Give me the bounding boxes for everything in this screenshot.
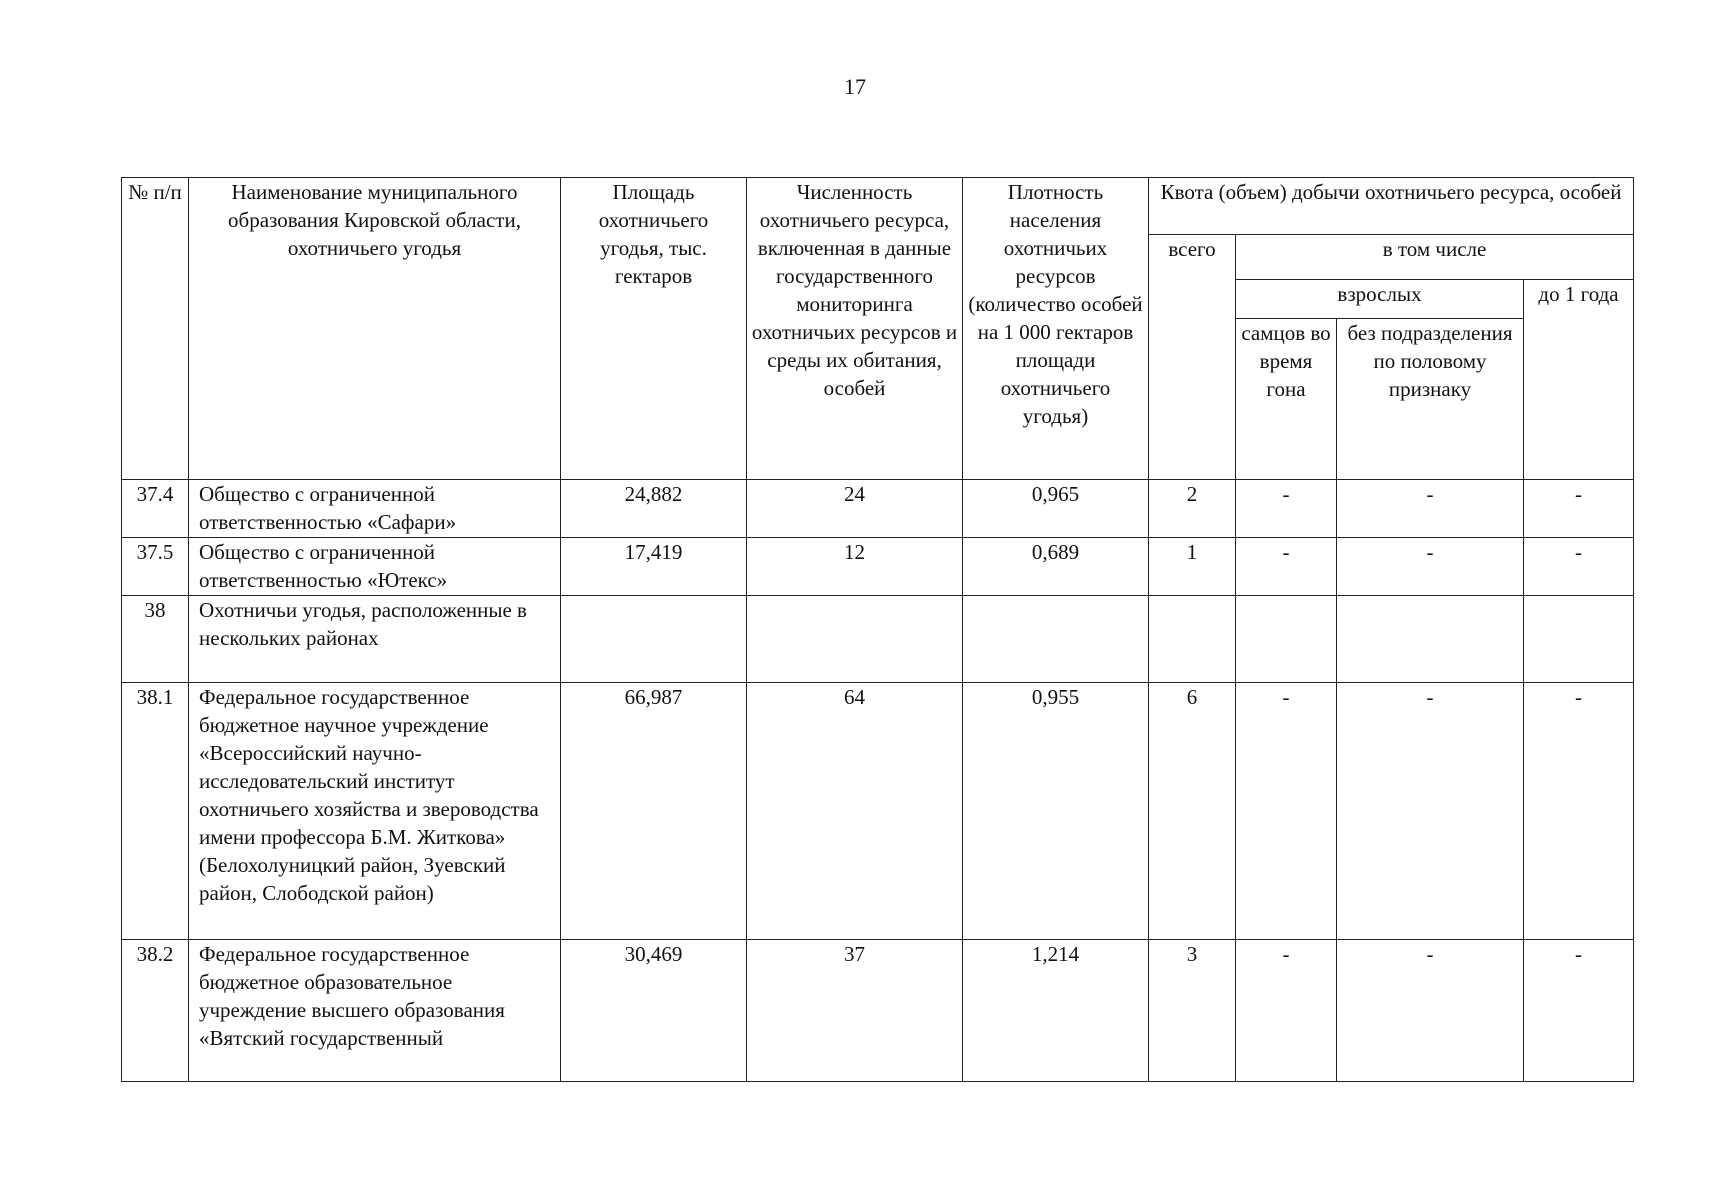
row-nosex: - xyxy=(1337,683,1524,940)
header-males-rut: самцов во время гона xyxy=(1236,319,1337,480)
row-num: 37.4 xyxy=(122,480,189,538)
table-row xyxy=(122,596,1634,683)
row-nosex: - xyxy=(1337,480,1524,538)
row-young: - xyxy=(1524,480,1634,538)
row-name: Федеральное государственное бюджетное образовательное учреждение высшего образования «Вятский государственный xyxy=(189,940,561,1082)
header-including: в том числе xyxy=(1236,235,1634,280)
header-under-one: до 1 года xyxy=(1524,280,1634,480)
row-num: 38.2 xyxy=(122,940,189,1082)
row-males: - xyxy=(1236,940,1337,1082)
row-total: 1 xyxy=(1149,538,1236,596)
row-nosex: - xyxy=(1337,538,1524,596)
row-area: 24,882 xyxy=(561,480,747,538)
row-males: - xyxy=(1236,538,1337,596)
header-quota: Квота (объем) добычи охотничьего ресурса, особей xyxy=(1149,178,1634,235)
row-nosex xyxy=(1337,596,1524,683)
header-name: Наименование муниципального образования Кировской области, охотничьего угодья xyxy=(189,178,561,480)
row-total: 6 xyxy=(1149,683,1236,940)
header-total: всего xyxy=(1149,235,1236,480)
quota-table xyxy=(121,177,1634,1082)
header-num: № п/п xyxy=(122,178,189,480)
row-name: Общество с ограниченной ответственностью «Ютекс» xyxy=(189,538,561,596)
row-young: - xyxy=(1524,683,1634,940)
row-young xyxy=(1524,596,1634,683)
row-count: 12 xyxy=(747,538,963,596)
row-num: 38.1 xyxy=(122,683,189,940)
header-no-sex: без подразделения по половому признаку xyxy=(1337,319,1524,480)
table-row xyxy=(122,480,1634,538)
header-density: Плотность населения охотничьих ресурсов (количество особей на 1 000 гектаров площади охотничьего угодья) xyxy=(963,178,1149,480)
row-total xyxy=(1149,596,1236,683)
row-density: 0,955 xyxy=(963,683,1149,940)
row-count: 24 xyxy=(747,480,963,538)
row-area xyxy=(561,596,747,683)
row-count: 64 xyxy=(747,683,963,940)
row-count: 37 xyxy=(747,940,963,1082)
table-row xyxy=(122,538,1634,596)
row-total: 3 xyxy=(1149,940,1236,1082)
row-num: 37.5 xyxy=(122,538,189,596)
row-nosex: - xyxy=(1337,940,1524,1082)
row-area: 30,469 xyxy=(561,940,747,1082)
row-males xyxy=(1236,596,1337,683)
row-area: 17,419 xyxy=(561,538,747,596)
row-area: 66,987 xyxy=(561,683,747,940)
header-adults: взрослых xyxy=(1236,280,1524,319)
header-area: Площадь охотничьего угодья, тыс. гектаров xyxy=(561,178,747,480)
table-row xyxy=(122,683,1634,940)
row-males: - xyxy=(1236,683,1337,940)
row-males: - xyxy=(1236,480,1337,538)
row-density: 0,965 xyxy=(963,480,1149,538)
header-count: Численность охотничьего ресурса, включенная в данные государственного мониторинга охотничьих ресурсов и среды их обитания, особей xyxy=(747,178,963,480)
row-num: 38 xyxy=(122,596,189,683)
table-row xyxy=(122,940,1634,1082)
row-total: 2 xyxy=(1149,480,1236,538)
row-young: - xyxy=(1524,538,1634,596)
row-name: Общество с ограниченной ответственностью «Сафари» xyxy=(189,480,561,538)
row-density xyxy=(963,596,1149,683)
row-count xyxy=(747,596,963,683)
row-young: - xyxy=(1524,940,1634,1082)
row-density: 1,214 xyxy=(963,940,1149,1082)
row-name: Федеральное государственное бюджетное научное учреждение «Всероссийский научно-исследовательский институт охотничьего хозяйства и звероводства имени профессора Б.М. Житкова» (Белохолуницкий район, Зуевский район, Слободской район) xyxy=(189,683,561,940)
row-name: Охотничьи угодья, расположенные в нескольких районах xyxy=(189,596,561,683)
page-number: 17 xyxy=(844,74,866,99)
row-density: 0,689 xyxy=(963,538,1149,596)
